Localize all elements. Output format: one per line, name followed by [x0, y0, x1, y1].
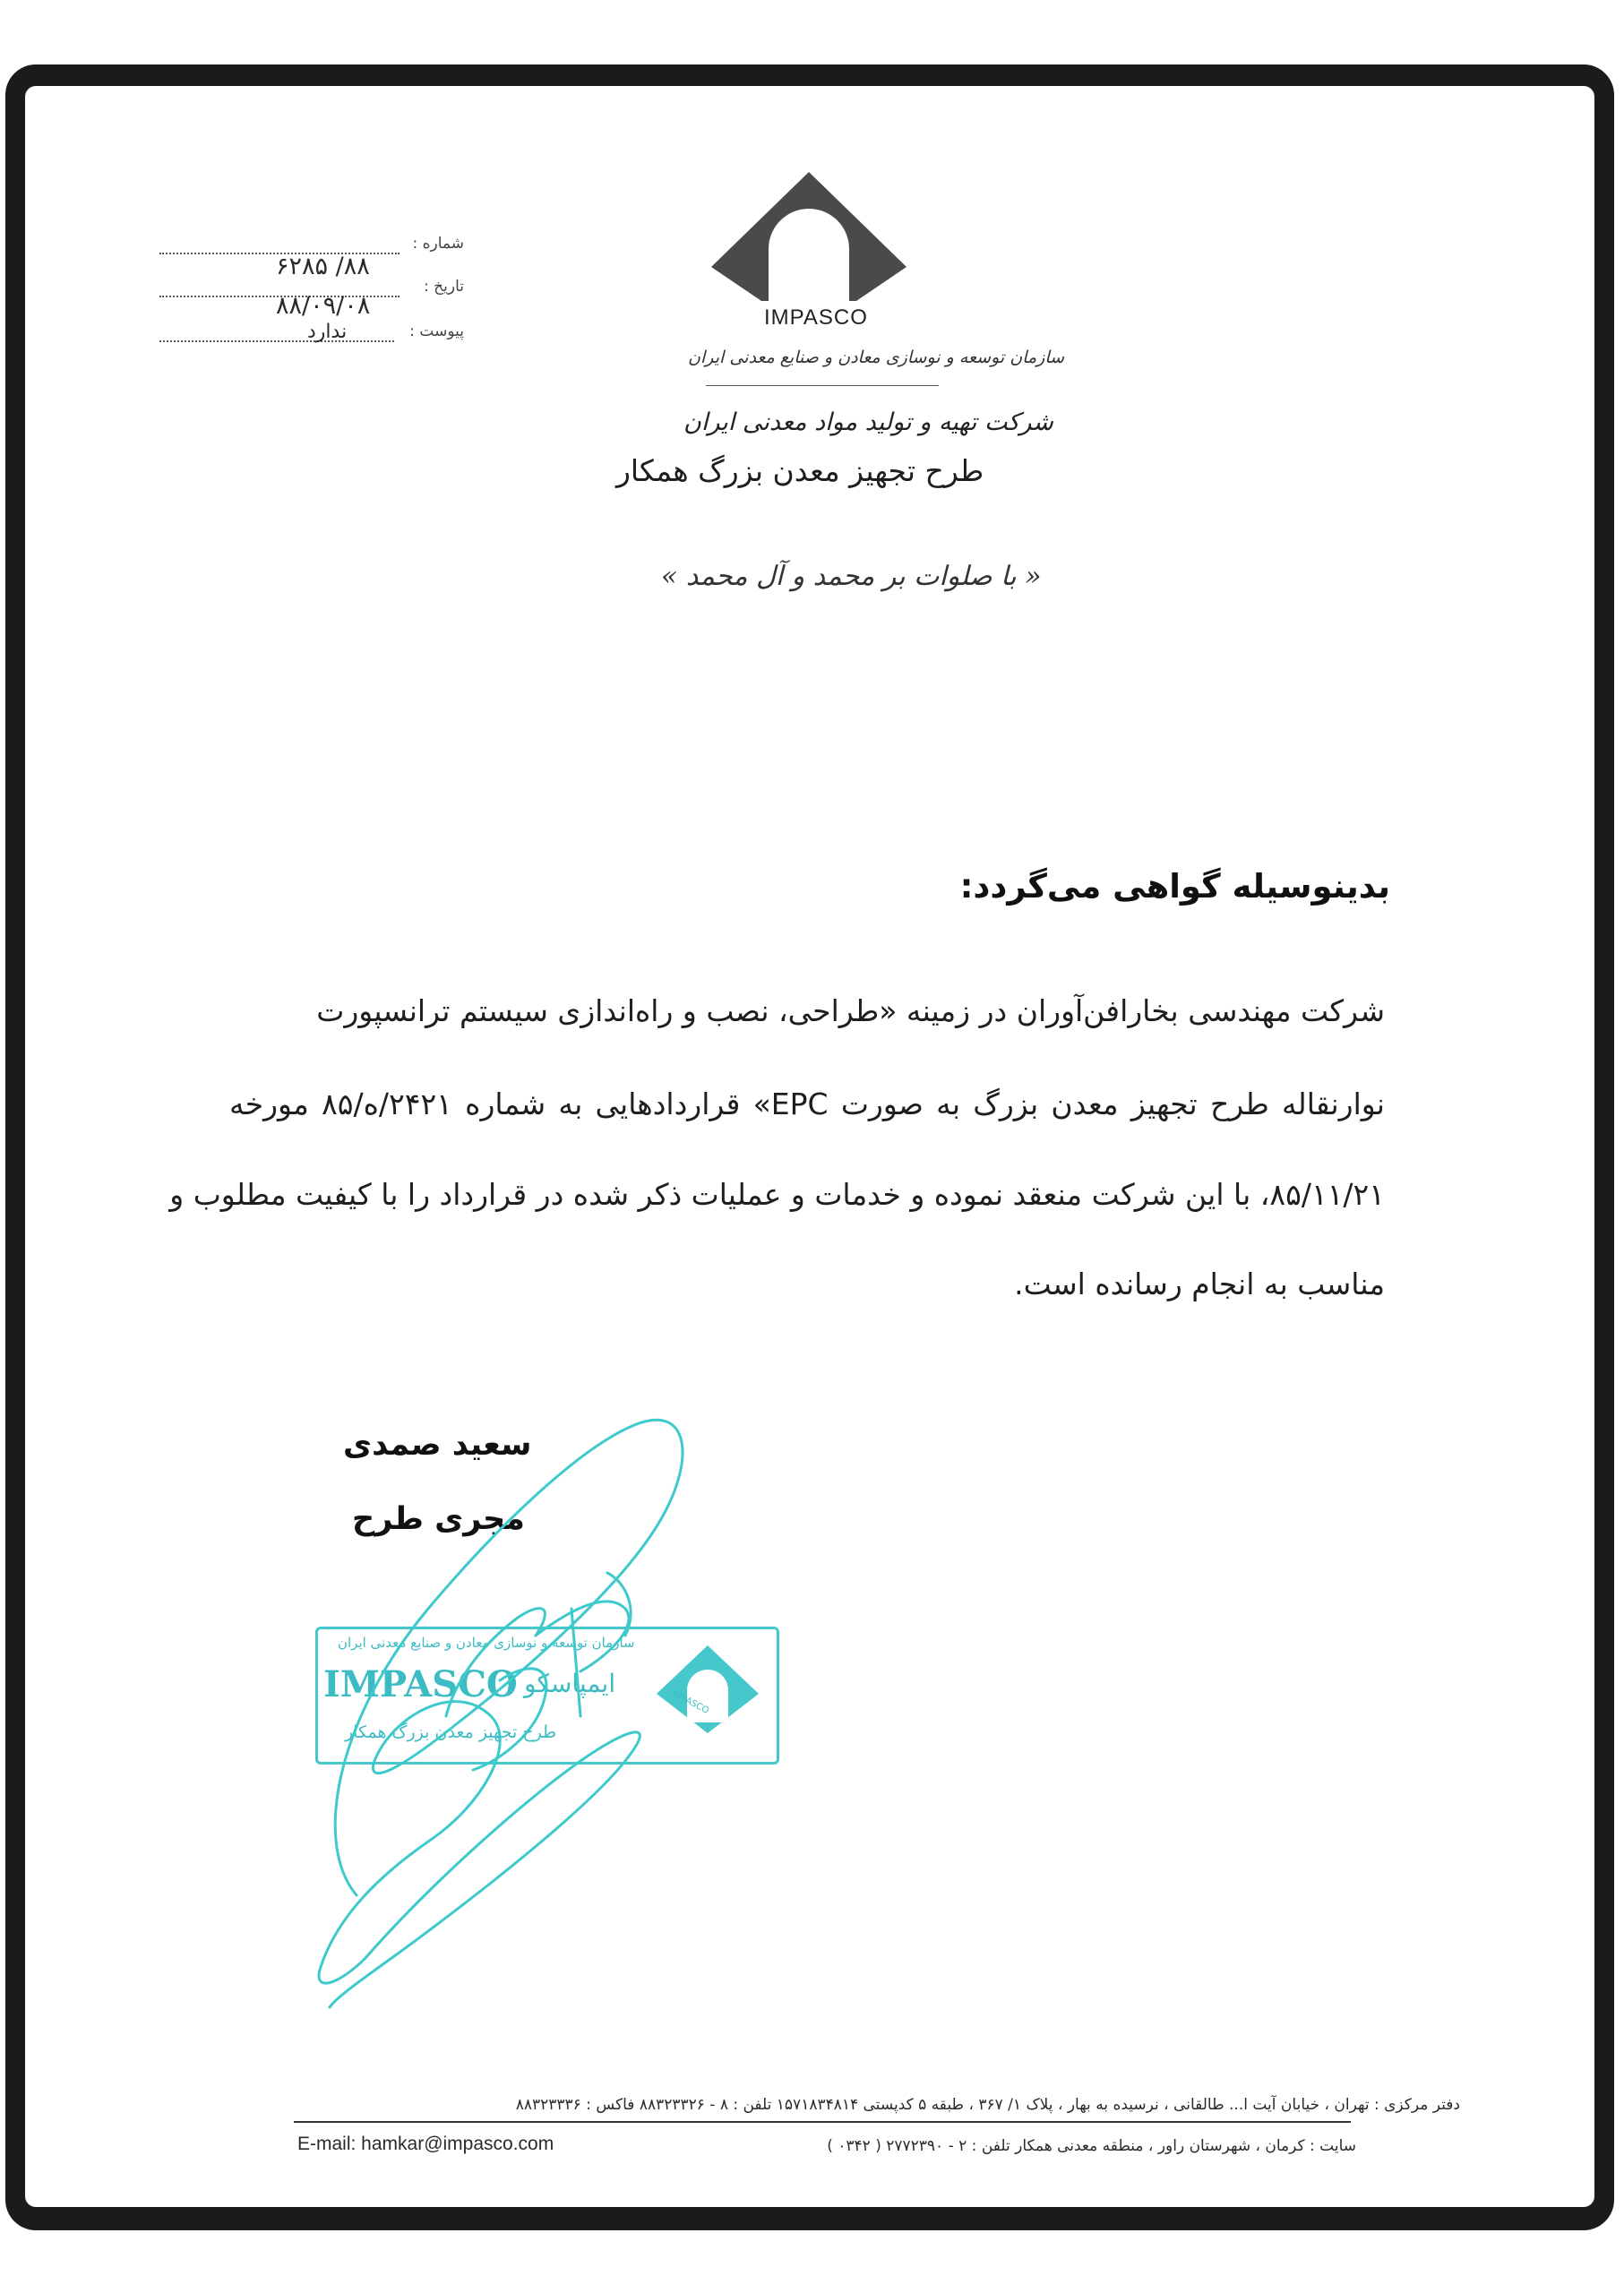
footer-site: سایت : کرمان ، شهرستان راور ، منطقه معدنی همکار تلفن : ۲ - ۲۷۷۲۳۹۰ ( ۰۳۴۲ ): [827, 2137, 1356, 2155]
attachment-line: [159, 340, 394, 342]
number-label: شماره :: [412, 235, 464, 253]
number-value: ۸۸/ ۶۲۸۵: [276, 253, 370, 280]
header-fields: [159, 235, 464, 342]
body-line-1: شرکت مهندسی بخارافن‌آوران در زمینه «طراحی، نصب و راه‌اندازی سیستم ترانسپورت: [316, 993, 1385, 1028]
footer-address: دفتر مرکزی : تهران ، خیابان آیت ا... طالقانی ، نرسیده به بهار ، پلاک ۱/ ۳۶۷ ، طبقه ۵ کدپستی ۱۵۷۱۸۳۴۸۱۴ تلفن : ۸ - ۸۸۳۲۳۳۲۶ فاکس : ۸۸۳۲۳۳۳۶: [515, 2096, 1460, 2114]
stamp-project-line: طرح تجهیز معدن بزرگ همکار: [345, 1722, 557, 1742]
stamp-badge: IMPASCO: [670, 1688, 710, 1716]
letter-heading: بدینوسیله گواهی می‌گردد:: [959, 867, 1390, 906]
stamp-brand-latin: IMPASCO: [323, 1663, 518, 1705]
footer-email: E-mail: hamkar@impasco.com: [297, 2134, 554, 2154]
handwritten-signature: [159, 1340, 786, 2021]
body-line-2: نوارنقاله طرح تجهیز معدن بزرگ به صورت EPC» قراردادهایی به شماره ۲۴۲۱/ه/۸۵ مورخه: [229, 1086, 1385, 1121]
salutation: « با صلوات بر محمد و آل محمد »: [661, 561, 1042, 592]
logo-underline: [706, 385, 939, 386]
logo-brand: IMPASCO: [764, 305, 868, 330]
company-name: شرکت تهیه و تولید مواد معدنی ایران: [683, 408, 1053, 436]
attachment-value: ندارد: [307, 321, 348, 343]
body-line-4: مناسب به انجام رسانده است.: [1014, 1267, 1385, 1301]
stamp-brand-farsi: ایمپاسکو: [524, 1669, 616, 1698]
signer-title: مجری طرح: [352, 1501, 525, 1537]
footer-rule: [294, 2121, 1351, 2123]
letter-page: [25, 86, 1594, 2207]
date-label: تاریخ :: [424, 278, 464, 296]
project-name: طرح تجهیز معدن بزرگ همکار: [616, 453, 984, 488]
body-line-3: ۸۵/۱۱/۲۱، با این شرکت منعقد نموده و خدمات و عملیات ذکر شده در قرارداد را با کیفیت مطلوب و: [169, 1177, 1385, 1212]
stamp-org-line: سازمان توسعه و نوسازی معادن و صنایع معدنی ایران: [338, 1635, 635, 1651]
attachment-label: پیوست :: [409, 322, 464, 340]
date-value: ۸۸/۰۹/۰۸: [276, 292, 371, 320]
signer-name: سعید صمدی: [343, 1427, 532, 1463]
org-subtitle: سازمان توسعه و نوسازی معادن و صنایع معدنی ایران: [688, 348, 1065, 367]
